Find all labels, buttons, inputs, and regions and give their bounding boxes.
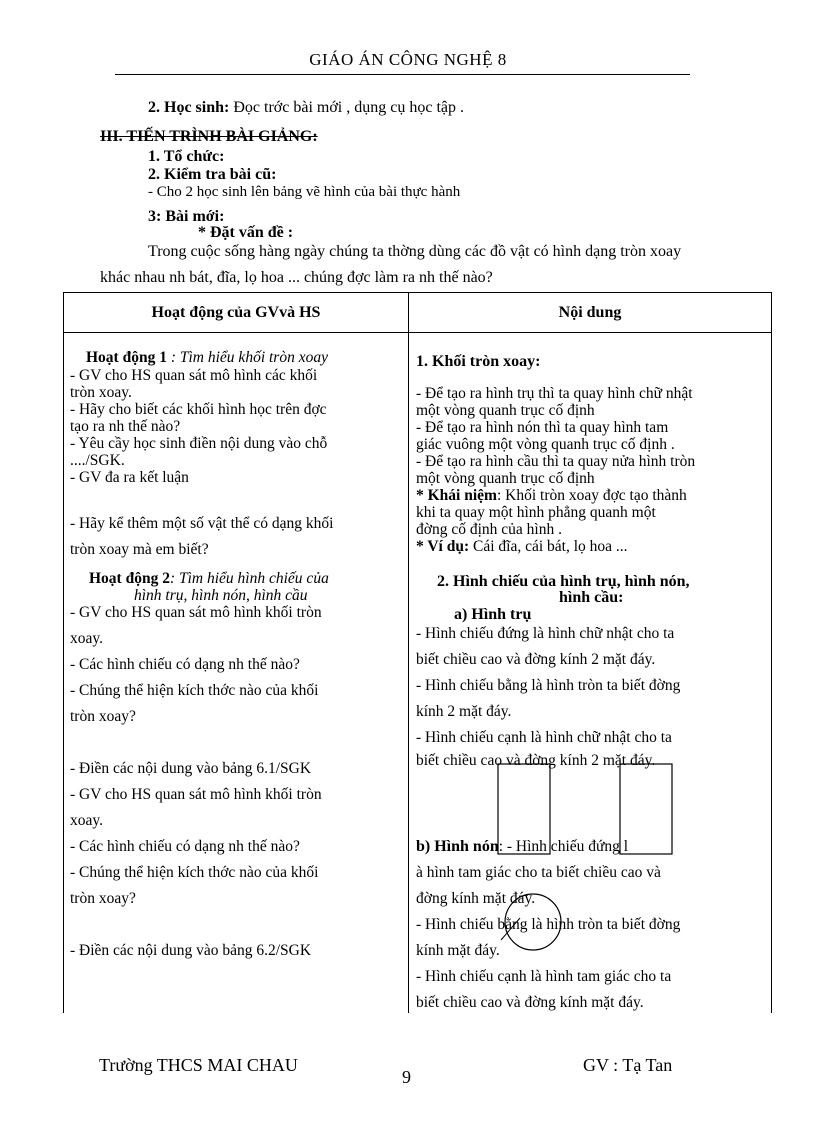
section-1-heading: 1. Khối tròn xoay:: [416, 353, 541, 370]
left-line: - Yêu cầy học sinh điền nội dung vào chỗ: [70, 435, 328, 452]
right-line: kính mặt đáy.: [416, 942, 500, 959]
left-line: - Chúng thể hiện kích thớc nào của khối: [70, 864, 319, 881]
right-line: - Để tạo ra hình nón thì ta quay hình tam: [416, 419, 669, 436]
right-line: biết chiều cao và đờng kính 2 mặt đáy.: [416, 752, 656, 769]
projection-sketches: [409, 333, 772, 1013]
footer-page-number: 9: [402, 1067, 411, 1087]
right-line: à hình tam giác cho ta biết chiều cao và: [416, 864, 661, 881]
right-line: giác vuông một vòng quanh trục cố định .: [416, 436, 675, 453]
activity-1-title: : Tìm hiểu khối tròn xoay: [166, 349, 328, 366]
cone-subheading: b) Hình nón: [416, 838, 499, 855]
left-line: tạo ra nh thế nào?: [70, 418, 181, 435]
problem-line-1: Trong cuộc sống hàng ngày chúng ta thờng dùng các đồ vật có hình dạng tròn xoay: [148, 243, 682, 260]
right-line: - Để tạo ra hình trụ thì ta quay hình chữ nhật: [416, 385, 693, 402]
page-header-title: GIÁO ÁN CÔNG NGHỆ 8: [309, 50, 507, 69]
right-line: kính 2 mặt đáy.: [416, 703, 512, 720]
left-line: - GV đa ra kết luận: [70, 469, 189, 486]
students-label: 2. Học sinh:: [148, 99, 230, 116]
example-label: * Ví dụ:: [416, 538, 470, 555]
right-column: [409, 333, 772, 1014]
right-line: - Để tạo ra hình cầu thì ta quay nửa hình tròn: [416, 453, 696, 470]
left-line: xoay.: [70, 812, 103, 829]
right-line: khi ta quay một hình phẳng quanh một: [416, 504, 656, 521]
footer-teacher: GV : Tạ Tan: [583, 1055, 673, 1075]
students-text: Đọc trớc bài mới , dụng cụ học tập .: [229, 99, 464, 116]
activity-2-title-line-2: hình trụ, hình nón, hình cầu: [134, 587, 308, 604]
header-rule: [115, 74, 690, 75]
section-3-heading: III. TIẾN TRÌNH BÀI GIẢNG:: [100, 128, 318, 145]
activity-1-label: Hoạt động 1: [86, 349, 167, 366]
activity-2-label: Hoạt động 2: [89, 570, 170, 587]
right-line: đờng cố định của hình .: [416, 521, 562, 538]
activity-2-heading: [89, 570, 329, 588]
right-line: - Hình chiếu cạnh là hình chữ nhật cho ta: [416, 729, 672, 746]
right-line: biết chiều cao và đờng kính mặt đáy.: [416, 994, 644, 1011]
right-line: một vòng quanh trục cố định: [416, 470, 595, 487]
left-line: tròn xoay?: [70, 708, 136, 725]
col-header-activities: Hoạt động của GVvà HS: [64, 293, 409, 333]
right-line: - Hình chiếu bằng là hình tròn ta biết đờng: [416, 916, 681, 933]
left-line: - GV cho HS quan sát mô hình các khối: [70, 367, 318, 384]
organize-heading: 1. Tổ chức:: [148, 148, 225, 165]
front-view-rectangle: [498, 764, 550, 854]
side-view-rectangle: [620, 764, 672, 854]
new-lesson-heading: 3: Bài mới:: [148, 208, 225, 225]
students-line: [148, 99, 464, 117]
left-line: - Hãy kể thêm một số vật thể có dạng khối: [70, 515, 334, 532]
left-line: tròn xoay mà em biết?: [70, 541, 209, 558]
left-line: - Chúng thể hiện kích thớc nào của khối: [70, 682, 319, 699]
right-line: đờng kính mặt đáy.: [416, 890, 536, 907]
lesson-table: [63, 292, 772, 1013]
activity-2-title: : Tìm hiểu hình chiếu của: [169, 570, 329, 587]
cone-text: : - Hình chiếu đứng l: [498, 838, 629, 855]
left-line: - Điền các nội dung vào bảng 6.1/SGK: [70, 760, 312, 777]
left-line: tròn xoay.: [70, 384, 132, 401]
left-column: [64, 333, 409, 1014]
right-line: - Hình chiếu cạnh là hình tam giác cho ta: [416, 968, 672, 985]
activity-1-heading: [86, 349, 328, 367]
cone-sketch-line: [501, 918, 520, 940]
left-line: - Các hình chiếu có dạng nh thế nào?: [70, 838, 300, 855]
footer-school: Trường THCS MAI CHAU: [99, 1055, 298, 1075]
left-line: - GV cho HS quan sát mô hình khối tròn: [70, 786, 322, 803]
left-line: - Các hình chiếu có dạng nh thế nào?: [70, 656, 300, 673]
cone-top-view-circle: [505, 894, 561, 950]
problem-line-2: khác nhau nh bát, đĩa, lọ hoa ... chúng đợc làm ra nh thế nào?: [100, 269, 493, 286]
left-line: - Điền các nội dung vào bảng 6.2/SGK: [70, 942, 312, 959]
col-header-content: Nội dung: [409, 293, 772, 333]
check-old-text: - Cho 2 học sinh lên bảng vẽ hình của bài thực hành: [148, 184, 461, 200]
right-line: - Hình chiếu bằng là hình tròn ta biết đờng: [416, 677, 681, 694]
left-line: tròn xoay?: [70, 890, 136, 907]
cylinder-subheading: a) Hình trụ: [454, 606, 532, 623]
concept-text: : Khối tròn xoay đợc tạo thành: [496, 487, 687, 504]
left-line: - GV cho HS quan sát mô hình khối tròn: [70, 604, 322, 621]
example-text: Cái đĩa, cái bát, lọ hoa ...: [469, 538, 628, 555]
left-line: - Hãy cho biết các khối hình học trên đợc: [70, 401, 327, 418]
right-line: biết chiều cao và đờng kính 2 mặt đáy.: [416, 651, 656, 668]
right-line: một vòng quanh trục cố định: [416, 402, 595, 419]
problem-heading: * Đặt vấn đề :: [198, 224, 294, 241]
concept-label: * Khái niệm: [416, 487, 497, 504]
left-line: ..../SGK.: [70, 452, 125, 469]
right-line: - Hình chiếu đứng là hình chữ nhật cho ta: [416, 625, 675, 642]
section-2-heading: 2. Hình chiếu của hình trụ, hình nón,: [437, 573, 690, 590]
section-2-heading-line-2: hình cầu:: [559, 589, 624, 606]
left-line: xoay.: [70, 630, 103, 647]
check-old-heading: 2. Kiểm tra bài cũ:: [148, 166, 277, 183]
